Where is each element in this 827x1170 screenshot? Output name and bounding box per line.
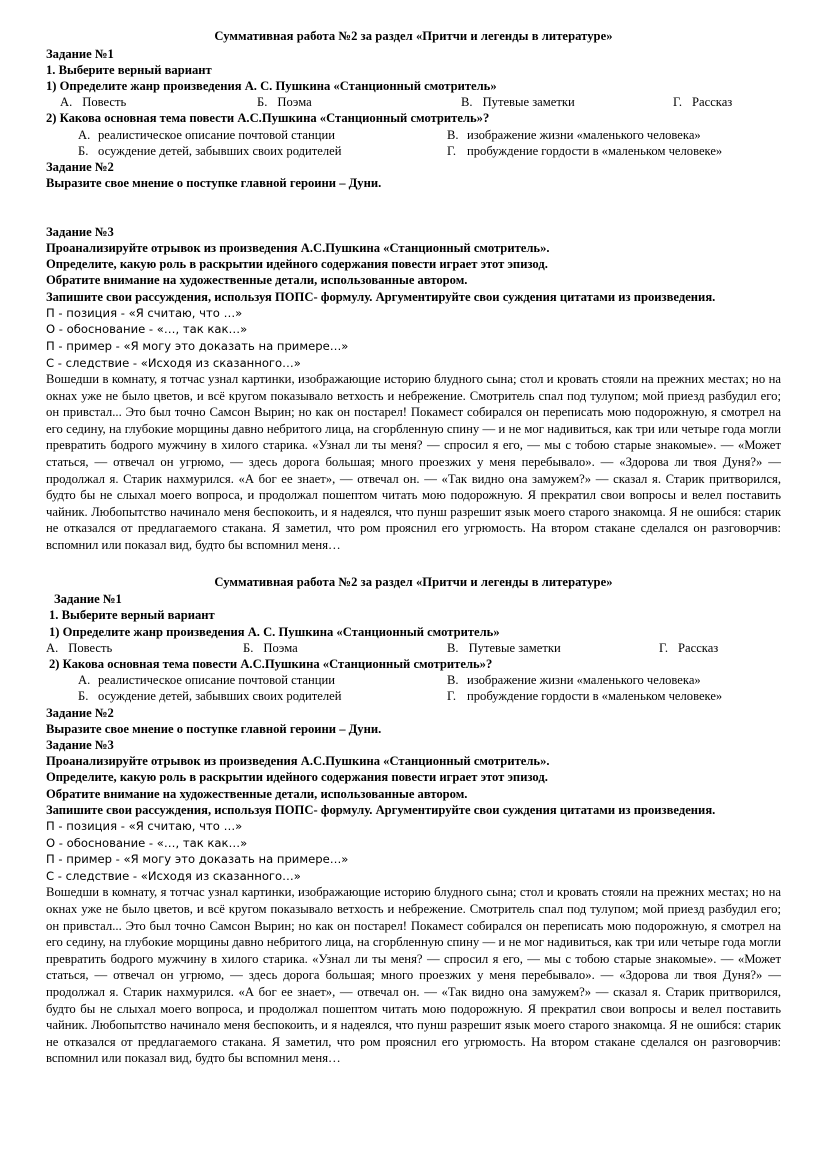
pops-consequence-line: С - следствие - «Исходя из сказанного…» [46,355,301,370]
option-letter: В. [447,640,459,655]
page-title: Суммативная работа №2 за раздел «Притчи и легенды в литературе» [214,574,613,589]
option-label: Рассказ [678,640,719,655]
question-2-options-row-2 [46,688,781,704]
pops-justification-line: О - обоснование - «…, так как…» [46,835,248,850]
task-3-line-2: Определите, какую роль в раскрытии идейного содержания повести играет этот эпизод. [46,257,548,272]
pops-position-line: П - позиция - «Я считаю, что …» [46,818,243,833]
option-letter: В. [461,95,473,110]
option-letter: В. [447,127,459,142]
option-b[interactable] [243,640,447,656]
option-g[interactable] [447,688,722,704]
task-3-heading: Задание №3 [46,224,114,239]
option-label: осуждение детей, забывших своих родителей [98,689,342,704]
question-1-options [46,94,795,110]
task-3-line-1: Проанализируйте отрывок из произведения А.С.Пушкина «Станционный смотритель». [46,240,550,255]
option-label: реалистическое описание почтовой станции [98,673,335,688]
option-label: реалистическое описание почтовой станции [98,127,335,142]
option-letter: А. [60,95,73,110]
question-2-text: 2) Какова основная тема повести А.С.Пушкина «Станционный смотритель»? [49,656,493,671]
excerpt-paragraph: Вошедши в комнату, я тотчас узнал картинки, изображающие историю блудного сына; стол и кровать стояли на прежних местах; но на окнах уже не было цветов, и всё кругом показывало ветхость и небрежение. Смотритель спал под тулупом; мой приезд разбудил его; он привстал... Это был точно Самсон Вырин; но как он постарел! Покамест собирался он переписать мою подорожную, я смотрел на его седину, на глубокие морщины давно небритого лица, на сгорбленную спину — и не мог надивиться, как три или четыре года могли превратить бодрого мужчину в хилого старика. «Узнал ли ты меня? — спросил я его, — мы с тобою старые знакомые». — «Может статься, — отвечал он угрюмо, — здесь дорога большая; много проезжих у меня перебывало». — «Здорова ли твоя Дуня?» — продолжал я. Старик нахмурился. «А бог ее знает», — отвечал он. — «Так видно она замужем?» — сказал я. Старик притворился, будто бы не слыхал моего вопроса, и продолжал пошептом читать мою подорожную. Я прекратил свои вопросы и велел поставить чайник. Любопытство начинало меня беспокоить, и я надеялся, что пунш разрешит язык моего старого знакомца. Я не ошибся: старик не отказался от предлагаемого стакана. Я заметил, что ром прояснил его угрюмость. На втором стакане сделался он разговорчив: вспомнил или показал вид, будто бы вспомнил меня… [46,372,781,553]
task-1-heading: Задание №1 [54,592,122,607]
excerpt-paragraph: Вошедши в комнату, я тотчас узнал картинки, изображающие историю блудного сына; стол и кровать стояли на прежних местах; но на окнах уже не было цветов, и всё кругом показывало ветхость и небрежение. Смотритель спал под тулупом; мой приезд разбудил его; он привстал... Это был точно Самсон Вырин; но как он постарел! Покамест собирался он переписать мою подорожную, я смотрел на его седину, на глубокие морщины давно небритого лица, на сгорбленную спину — и не мог надивиться, как три или четыре года могли превратить бодрого мужчину в хилого старика. «Узнал ли ты меня? — спросил я его, — мы с тобою старые знакомые». — «Может статься, — отвечал он угрюмо, — здесь дорога большая; много проезжих у меня перебывало». — «Здорова ли твоя Дуня?» — продолжал я. Старик нахмурился. «А бог ее знает», — отвечал он. — «Так видно она замужем?» — сказал я. Старик притворился, будто бы не слыхал моего вопроса, и продолжал пошептом читать мою подорожную. Я прекратил свои вопросы и велел поставить чайник. Любопытство начинало меня беспокоить, и я надеялся, что пунш разрешит язык моего старого знакомца. Я не ошибся: старик не отказался от предлагаемого стакана. Я заметил, что ром прояснил его угрюмость. На втором стакане сделался он разговорчив: вспомнил или показал вид, будто бы вспомнил меня… [46,885,781,1066]
task-1-instruction: 1. Выберите верный вариант [46,62,212,77]
option-a[interactable] [78,672,447,688]
option-label: пробуждение гордости в «маленьком человеке» [467,143,723,158]
option-letter: А. [78,127,91,142]
task-3-line-4: Запишите свои рассуждения, используя ПОПС- формулу. Аргументируйте свои суждения цитатами из произведения. [46,289,716,304]
question-2-options-row-2 [46,143,781,159]
option-g[interactable] [673,94,732,110]
option-b[interactable] [78,688,447,704]
option-letter: В. [447,673,459,688]
option-label: Повесть [68,640,113,655]
option-letter: Г. [673,95,683,110]
worksheet-copy-2 [46,574,781,1067]
pops-justification-line: О - обоснование - «…, так как…» [46,322,248,337]
option-letter: Г. [447,689,457,704]
option-letter: Б. [78,689,89,704]
task-2-heading: Задание №2 [46,705,114,720]
option-letter: Б. [243,640,254,655]
question-1-options [46,640,781,656]
option-v[interactable] [447,640,659,656]
option-b[interactable] [78,143,447,159]
option-label: Рассказ [692,95,733,110]
option-v[interactable] [447,127,701,143]
block-separator [46,554,781,574]
blank-line [46,191,781,207]
option-g[interactable] [447,143,722,159]
option-letter: Г. [447,143,457,158]
pops-position-line: П - позиция - «Я считаю, что …» [46,305,243,320]
question-1-text: 1) Определите жанр произведения А. С. Пушкина «Станционный смотритель» [46,78,497,93]
pops-example-line: П - пример - «Я могу это доказать на примере…» [46,852,349,867]
option-label: Путевые заметки [482,95,575,110]
task-3-line-3: Обратите внимание на художественные детали, использованные автором. [46,786,468,801]
task-1-heading: Задание №1 [46,46,114,61]
task-3-line-3: Обратите внимание на художественные детали, использованные автором. [46,273,468,288]
option-a[interactable] [60,94,257,110]
option-label: Повесть [82,95,127,110]
page-title: Суммативная работа №2 за раздел «Притчи и легенды в литературе» [214,29,613,43]
option-b[interactable] [257,94,461,110]
option-letter: Б. [257,95,268,110]
task-3-heading: Задание №3 [46,737,114,752]
question-2-options-row-1 [46,127,781,143]
option-letter: А. [78,673,91,688]
option-label: изображение жизни «маленького человека» [467,673,701,688]
option-label: Поэма [263,640,298,655]
blank-line [46,208,781,224]
task-2-instruction: Выразите свое мнение о поступке главной героини – Дуни. [46,721,382,736]
option-label: пробуждение гордости в «маленьком человеке» [467,689,723,704]
task-2-instruction: Выразите свое мнение о поступке главной героини – Дуни. [46,176,382,191]
option-label: изображение жизни «маленького человека» [467,127,701,142]
pops-consequence-line: С - следствие - «Исходя из сказанного…» [46,868,301,883]
question-2-text: 2) Какова основная тема повести А.С.Пушкина «Станционный смотритель»? [46,111,490,126]
worksheet-copy-1 [46,28,781,554]
option-v[interactable] [447,672,701,688]
option-letter: А. [46,640,59,655]
option-letter: Б. [78,143,89,158]
task-2-heading: Задание №2 [46,159,114,174]
task-3-line-2: Определите, какую роль в раскрытии идейного содержания повести играет этот эпизод. [46,770,548,785]
pops-example-line: П - пример - «Я могу это доказать на примере…» [46,338,349,353]
option-label: Поэма [277,95,312,110]
task-3-line-1: Проанализируйте отрывок из произведения А.С.Пушкина «Станционный смотритель». [46,754,550,769]
option-label: Путевые заметки [468,640,561,655]
question-2-options-row-1 [46,672,781,688]
option-letter: Г. [659,640,669,655]
option-label: осуждение детей, забывших своих родителей [98,143,342,158]
option-a[interactable] [46,640,243,656]
option-a[interactable] [78,127,447,143]
task-3-line-4: Запишите свои рассуждения, используя ПОПС- формулу. Аргументируйте свои суждения цитатами из произведения. [46,802,716,817]
option-g[interactable] [659,640,718,656]
task-1-instruction: 1. Выберите верный вариант [49,608,215,623]
option-v[interactable] [461,94,673,110]
question-1-text: 1) Определите жанр произведения А. С. Пушкина «Станционный смотритель» [49,624,500,639]
